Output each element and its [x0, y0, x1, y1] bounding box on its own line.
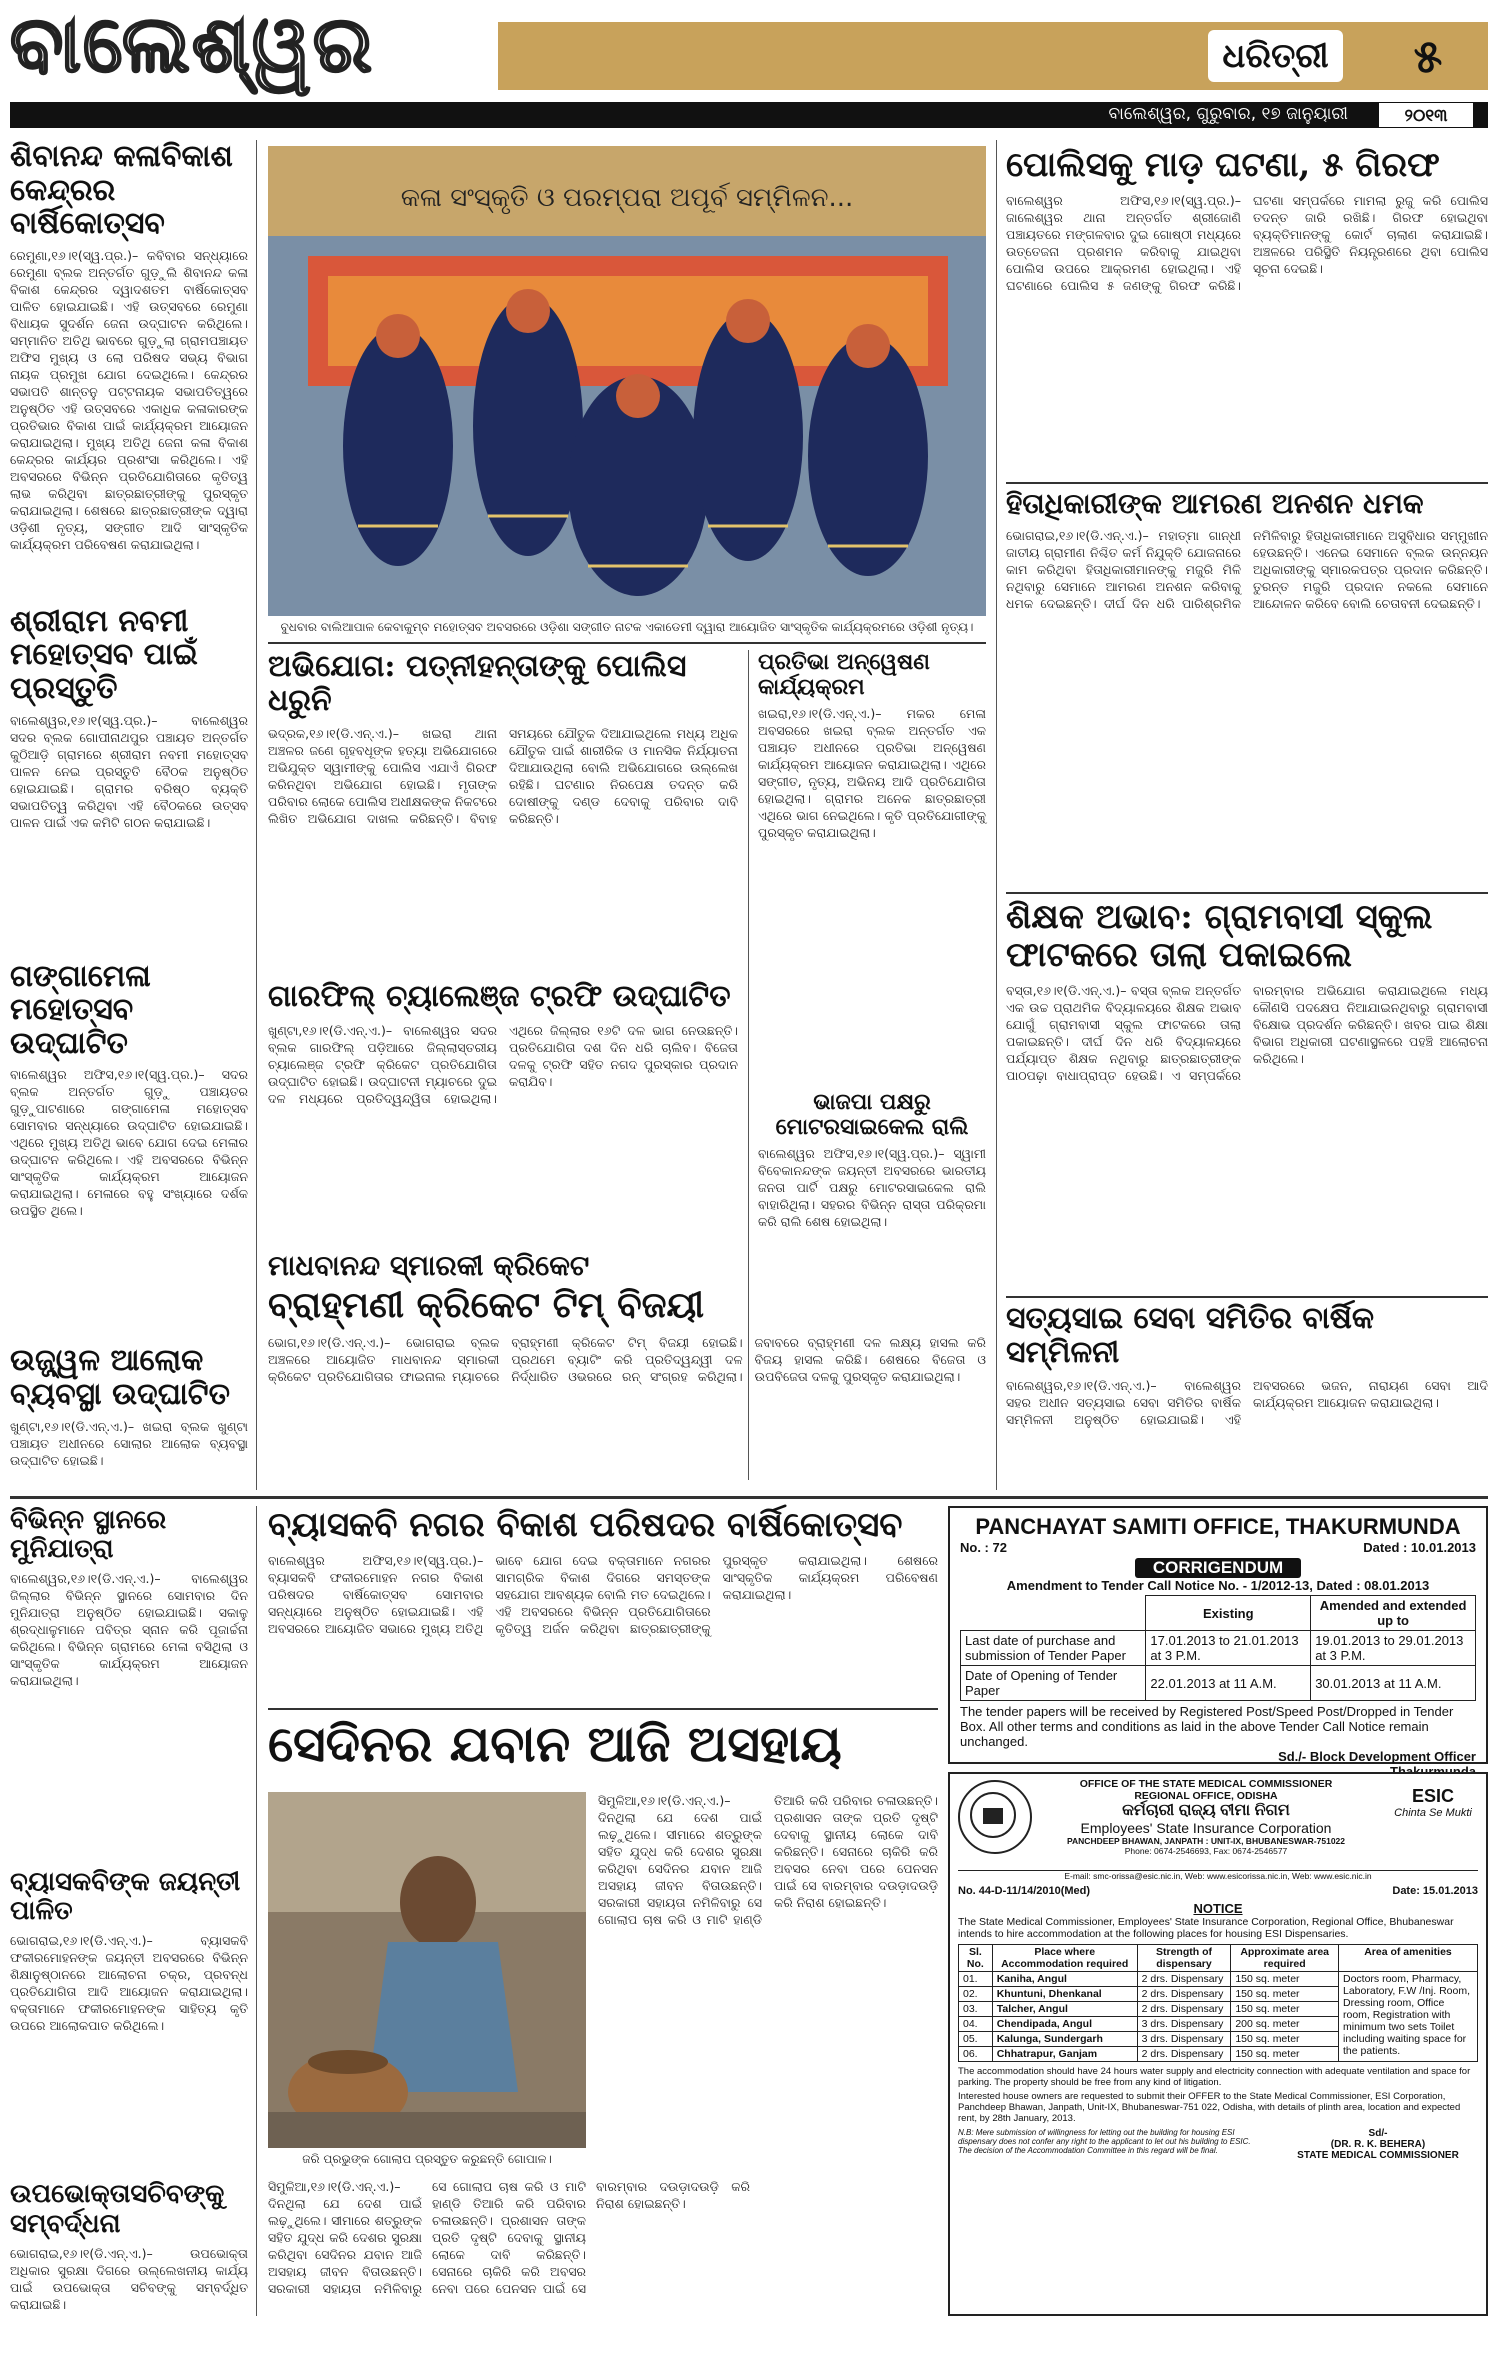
headline-bjp: ଭାଜପା ପକ୍ଷରୁ ମୋଟରସାଇକେଲ ରାଲି: [775, 1089, 969, 1140]
article-bjp: [758, 1090, 986, 1240]
esic-header-odia: କର୍ମଚାରୀ ରାଜ୍ୟ ବୀମା ନିଗମ: [1122, 1802, 1290, 1819]
body-sedinara-right: ସିମୁଳିଆ,୧୬।୧(ଡି.ଏନ୍‌.ଏ.)– ଦିନଥିଲା ଯେ ଦେଶ ପାଇଁ ଲଢ଼ୁଥିଲେ। ସୀମାରେ ଶତ୍ରୁଙ୍କ ସହିତ ଯୁଦ୍ଧ କରି ଦେଶର ସୁରକ୍ଷା କରିଥିବା ସେଦିନର ଯବାନ ଆଜି ଅସହାୟ ଜୀବନ ବିତାଉଛନ୍ତି। ସରକାରୀ ସହାୟତା ନମିଳିବାରୁ ସେ ଗୋଲାପ ଚାଷ କରି ଓ ମାଟି ହାଣ୍ଡି ତିଆରି କରି ପରିବାର ଚଳାଉଛନ୍ତି। ପ୍ରଶାସନ ତାଙ୍କ ପ୍ରତି ଦୃଷ୍ଟି ଦେବାକୁ ସ୍ଥାନୀୟ ଲୋକେ ଦାବି କରିଛନ୍ତି। ସେନାରେ ଚାକିରି କରି ଅବସର ନେବା ପରେ ପେନସନ ପାଇଁ ସେ ବାରମ୍ବାର ଦଉଡ଼ାଦଉଡ଼ି କରି ନିରାଶ ହୋଇଛନ୍ତି।: [598, 1793, 938, 1927]
dance-photo-image: [268, 146, 986, 616]
article-sedinara: [268, 1716, 938, 2316]
esic-cell-strength: 2 drs. Dispensary: [1137, 2002, 1231, 2017]
column-rule: [996, 140, 997, 1490]
table-row: [961, 1631, 1476, 1666]
esic-logo: ESIC: [1411, 1786, 1454, 1806]
headline-shivananda: ଶିବାନନ୍ଦ କଳାବିକାଶ କେନ୍ଦ୍ରର ବାର୍ଷିକୋତ୍ସବ: [10, 139, 233, 242]
headline-shikshak: ଶିକ୍ଷକ ଅଭାବ: ଗ୍ରାମବାସୀ ସ୍କୁଲ ଫାଟକରେ ତାଲା ପକାଇଲେ: [1006, 897, 1433, 976]
tender-col-existing: Existing: [1146, 1596, 1311, 1631]
masthead-title: ବାଲେଶ୍ୱର: [10, 0, 374, 90]
body-hitadhikari: ଭୋଗରାଇ,୧୬।୧(ଡି.ଏନ୍‌.ଏ.)– ମହାତ୍ମା ଗାନ୍ଧୀ ଜାତୀୟ ଗ୍ରାମୀଣ ନିଶ୍ଚିତ କର୍ମ ନିଯୁକ୍ତି ଯୋଜନାରେ କାମ କରିଥିବା ହିତାଧିକାରୀମାନଙ୍କୁ ମଜୁରି ମିଳି ନଥିବାରୁ ସେମାନେ ଆମରଣ ଅନଶନ କରିବାକୁ ଧମକ ଦେଇଛନ୍ତି। ଦୀର୍ଘ ଦିନ ଧରି ପାରିଶ୍ରମିକ ନମିଳିବାରୁ ହିତାଧିକାରୀମାନେ ଅସୁବିଧାର ସମ୍ମୁଖୀନ ହେଉଛନ୍ତି। ଏନେଇ ସେମାନେ ବ୍ଲକ ଉନ୍ନୟନ ଅଧିକାରୀଙ୍କୁ ସ୍ମାରକପତ୍ର ପ୍ରଦାନ କରିଛନ୍ତି। ତୁରନ୍ତ ମଜୁରି ପ୍ରଦାନ ନକଲେ ସେମାନେ ଆନ୍ଦୋଳନ କରିବେ ବୋଲି ଚେତାବନୀ ଦେଇଛନ୍ତି।: [1006, 528, 1488, 612]
tender-dated: Dated : 10.01.2013: [1363, 1540, 1476, 1555]
rule: [1006, 1296, 1488, 1298]
body-pratibha: ଖଇରା,୧୬।୧(ଡି.ଏନ୍‌.ଏ.)– ମକର ମେଳା ଅବସରରେ ଖଇରା ବ୍ଲକ ଅନ୍ତର୍ଗତ ଏକ ପଞ୍ଚାୟତ ଅଧୀନରେ ପ୍ରତିଭା ଅନ୍ୱେଷଣ କାର୍ଯ୍ୟକ୍ରମ ଆୟୋଜନ କରାଯାଇଥିଲା। ଏଥିରେ ସଙ୍ଗୀତ, ନୃତ୍ୟ, ଅଭିନୟ ଆଦି ପ୍ରତିଯୋଗିତା ହୋଇଥିଲା। ଗ୍ରାମର ଅନେକ ଛାତ୍ରଛାତ୍ରୀ ଏଥିରେ ଭାଗ ନେଇଥିଲେ। କୃତି ପ୍ରତିଯୋଗୀଙ୍କୁ ପୁରସ୍କୃତ କରାଯାଇଥିଲା।: [758, 706, 986, 841]
rule: [268, 1708, 938, 1710]
body-munijatra: ବାଲେଶ୍ୱର,୧୬।୧(ଡି.ଏନ୍‌.ଏ.)– ବାଲେଶ୍ୱର ଜିଲ୍ଲାର ବିଭିନ୍ନ ସ୍ଥାନରେ ସୋମବାର ଦିନ ମୁନିଯାତ୍ରା ଅନୁଷ୍ଠିତ ହୋଇଯାଇଛି। ସକାଳୁ ଶ୍ରଦ୍ଧାଳୁମାନେ ପବିତ୍ର ସ୍ନାନ କରି ପୂଜାର୍ଚ୍ଚନା କରିଥିଲେ। ବିଭିନ୍ନ ଗ୍ରାମରେ ମେଳା ବସିଥିଲା ଓ ସାଂସ୍କୃତିକ କାର୍ଯ୍ୟକ୍ରମ ଆୟୋଜନ କରାଯାଇଥିଲା।: [10, 1571, 248, 1689]
headline-pratibha: ପ୍ରତିଭା ଅନ୍ୱେଷଣ କାର୍ଯ୍ୟକ୍ରମ: [758, 649, 930, 700]
esic-cell-area: 150 sq. meter: [1231, 2047, 1339, 2062]
body-byasakabi-jayanti: ଭୋଗରାଇ,୧୬।୧(ଡି.ଏନ୍‌.ଏ.)– ବ୍ୟାସକବି ଫକୀରମୋହନଙ୍କ ଜୟନ୍ତୀ ଅବସରରେ ବିଭିନ୍ନ ଶିକ୍ଷାନୁଷ୍ଠାନରେ ଆଲୋଚନା ଚକ୍ର, ପ୍ରବନ୍ଧ ପ୍ରତିଯୋଗିତା ଆଦି ଆୟୋଜନ କରାଯାଇଥିଲା। ବକ୍ତାମାନେ ଫକୀରମୋହନଙ୍କ ସାହିତ୍ୟ କୃତି ଉପରେ ଆଲୋକପାତ କରିଥିଲେ।: [10, 1933, 248, 2034]
esic-col-header: Place where Accommodation required: [992, 1945, 1137, 1972]
headline-garfil: ଗାରଫିଲ୍ ଚ୍ୟାଲେଞ୍ଜ ଟ୍ରଫି ଉଦ୍‌ଘାଟିତ: [268, 979, 731, 1014]
esic-no: No. 44-D-11/14/2010(Med): [958, 1885, 1091, 1897]
tender-row-label: Date of Opening of Tender Paper: [961, 1666, 1146, 1701]
esic-sig2: (DR. R. K. BEHERA): [1330, 2139, 1426, 2150]
esic-cell-area: 150 sq. meter: [1231, 2032, 1339, 2047]
esic-logo-tag: Chinta Se Mukti: [1394, 1807, 1472, 1819]
dateline-year: ୨୦୧୩: [1378, 102, 1474, 128]
body-gangamela: ବାଲେଶ୍ୱର ଅଫିସ,୧୬।୧(ସ୍ୱ.ପ୍ର.)– ସଦର ବ୍ଲକ ଅନ୍ତର୍ଗତ ଗୁଡ଼ୁ ପଞ୍ଚାୟତର ଗୁଡ଼ୁପାଟଣାରେ ଗଙ୍ଗାମେଳା ମହୋତ୍ସବ ସୋମବାର ସନ୍ଧ୍ୟାରେ ଉଦ୍‌ଘାଟିତ ହୋଇଯାଇଛି। ଏଥିରେ ମୁଖ୍ୟ ଅତିଥି ଭାବେ ଯୋଗ ଦେଇ ମେଳାର ଉଦ୍‌ଘାଟନ କରିଥିଲେ। ଏହି ଅବସରରେ ବିଭିନ୍ନ ସାଂସ୍କୃତିକ କାର୍ଯ୍ୟକ୍ରମ ଆୟୋଜନ କରାଯାଇଥିଲା। ମେଳାରେ ବହୁ ସଂଖ୍ୟାରେ ଦର୍ଶକ ଉପସ୍ଥିତ ଥିଲେ।: [10, 1067, 248, 1219]
rule: [1006, 482, 1488, 484]
esic-cell-strength: 3 drs. Dispensary: [1137, 2017, 1231, 2032]
esic-date: Date: 15.01.2013: [1392, 1885, 1478, 1897]
esic-cell-place: Talcher, Angul: [992, 2002, 1137, 2017]
section-rule: [10, 1496, 1488, 1499]
headline-byasakabi-jayanti: ବ୍ୟାସକବିଙ୍କ ଜୟନ୍ତୀ ପାଳିତ: [10, 1867, 241, 1927]
esic-cell-sl: 06.: [959, 2047, 993, 2062]
esic-footer1: The accommodation should have 24 hours water supply and electricity connection with adequate ventilation and space for parking. The property should be free from any kind of litigation.: [958, 2066, 1471, 2088]
esic-cell-area: 150 sq. meter: [1231, 2002, 1339, 2017]
tender-ad: [948, 1506, 1488, 1764]
left-column: [10, 140, 248, 1490]
esic-cell-sl: 04.: [959, 2017, 993, 2032]
headline-byasakabi-nagar: ବ୍ୟାସକବି ନଗର ବିକାଶ ପରିଷଦର ବାର୍ଷିକୋତ୍ସବ: [268, 1505, 903, 1545]
esic-footer2: Interested house owners are requested to submit their OFFER to the State Medical Commissioner, ESI Corporation, Panchdeep Bhawan, Janpath, Unit-IX, Bhubaneswar-751 022, Odisha, with details of plinth area, location and expected rent, by 28th January, 2013.: [958, 2091, 1461, 2124]
esic-contact: Phone: 0674-2546693, Fax: 0674-2546577: [1124, 1846, 1288, 1856]
table-row: [961, 1666, 1476, 1701]
article-garfil: [268, 980, 738, 1240]
esic-ad: [948, 1772, 1488, 2316]
esic-nb: N.B: Mere submission of willingness for letting out the building for housing ESI dispensary does not confer any right to the applicant to let out his building to ESIC. The decision of the Accommodation Committee in this regard will be final.: [958, 2128, 1251, 2155]
esic-cell-area: 150 sq. meter: [1231, 1987, 1339, 2002]
article-pratibha: [758, 650, 986, 1080]
section-band: [498, 22, 1488, 90]
column-rule: [256, 1506, 257, 2316]
body-brahmani: ଭୋଗ,୧୬।୧(ଡି.ଏନ୍‌.ଏ.)– ଭୋଗରାଇ ବ୍ଲକ ଅଞ୍ଚଳରେ ଆୟୋଜିତ ମାଧବାନନ୍ଦ ସ୍ମାରକୀ କ୍ରିକେଟ ପ୍ରତିଯୋଗିତାର ଫାଇନାଲ ମ୍ୟାଚରେ ବ୍ରାହ୍ମଣୀ କ୍ରିକେଟ ଟିମ୍ ବିଜୟୀ ହୋଇଛି। ପ୍ରଥମେ ବ୍ୟାଟିଂ କରି ପ୍ରତିଦ୍ୱନ୍ଦ୍ୱୀ ଦଳ ନିର୍ଦ୍ଧାରିତ ଓଭରରେ ରନ୍ ସଂଗ୍ରହ କରିଥିଲା। ଜବାବରେ ବ୍ରାହ୍ମଣୀ ଦଳ ଲକ୍ଷ୍ୟ ହାସଲ କରି ବିଜୟ ହାସଲ କରିଛି। ଶେଷରେ ବିଜେତା ଓ ଉପବିଜେତା ଦଳକୁ ପୁରସ୍କୃତ କରାଯାଇଥିଲା।: [268, 1334, 986, 1384]
page-number: ୫: [1413, 29, 1443, 83]
tender-signature: Sd./- Block Development Officer: [1278, 1749, 1476, 1764]
headline-upabhokta: ଉପଭୋକ୍ତାସଚିବଙ୍କୁ ସମ୍ବର୍ଦ୍ଧନା: [10, 2179, 225, 2239]
body-shivananda: ରେମୁଣା,୧୬।୧(ସ୍ୱ.ପ୍ର.)– କବିବାର ସନ୍ଧ୍ୟାରେ ରେମୁଣା ବ୍ଲକ ଅନ୍ତର୍ଗତ ଗୁଡ଼ୁଲି ଶିବାନନ୍ଦ କଳା ବିକାଶ କେନ୍ଦ୍ରର ଦ୍ୱାଦଶତମ ବାର୍ଷିକୋତ୍ସବ ପାଳିତ ହୋଇଯାଇଛି। ଏହି ଉତ୍ସବରେ ରେମୁଣା ବିଧାୟକ ସୁଦର୍ଶନ ଜେନା ଉଦ୍‌ଘାଟନ କରିଥିଲେ। ସମ୍ମାନିତ ଅତିଥି ଭାବରେ ଗୁଡ଼ୁଲା ଗ୍ରାମପଞ୍ଚାୟତ ଅଫିସ ମୁଖ୍ୟ ଓ ଲୋ ପରିଷଦ ସଭ୍ୟ ବିଭାଗ ନାୟକ ପ୍ରମୁଖ ଯୋଗ ଦେଇଥିଲେ। କେନ୍ଦ୍ରର ସଭାପତି ଶାନ୍ତନୁ ପଟ୍ଟନାୟକ ସଭାପତିତ୍ୱରେ ଅନୁଷ୍ଠିତ ଏହି ଉତ୍ସବରେ ଏକାଧିକ କଳାକାରଙ୍କ ପ୍ରତିଭାର ବିକାଶ ପାଇଁ କାର୍ଯ୍ୟକ୍ରମ ଆୟୋଜନ କରାଯାଇଥିଲା। ମୁଖ୍ୟ ଅତିଥି ଜେନା କଳା ବିକାଶ କେନ୍ଦ୍ରର କାର୍ଯ୍ୟର ପ୍ରଶଂସା କରିଥିଲେ। ଏହି ଅବସରରେ ବିଭିନ୍ନ ପ୍ରତିଯୋଗିତାରେ କୃତିତ୍ୱ ଲାଭ କରିଥିବା ଛାତ୍ରଛାତ୍ରୀଙ୍କୁ ପୁରସ୍କୃତ କରାଯାଇଥିଲା। ଶେଷରେ ଛାତ୍ରଛାତ୍ରୀଙ୍କ ଦ୍ୱାରା ଓଡ଼ିଶୀ ନୃତ୍ୟ, ସଙ୍ଗୀତ ଆଦି ସାଂସ୍କୃତିକ କାର୍ଯ୍ୟକ୍ରମ ପରିବେଷଣ କରାଯାଇଥିଲା।: [10, 247, 248, 552]
tender-table: [960, 1595, 1476, 1701]
tender-row-existing: 22.01.2013 at 11 A.M.: [1146, 1666, 1311, 1701]
tender-row-label: Last date of purchase and submission of Tender Paper: [961, 1631, 1146, 1666]
esic-cell-area: 200 sq. meter: [1231, 2017, 1339, 2032]
headline-ujjwal: ଉଜ୍ଜ୍ୱଳ ଆଲୋକ ବ୍ୟବସ୍ଥା ଉଦ୍‌ଘାଟିତ: [10, 1343, 230, 1412]
bottom-left-column: [10, 1506, 248, 2316]
masthead: [10, 0, 490, 90]
body-sedinara-left: ସିମୁଳିଆ,୧୬।୧(ଡି.ଏନ୍‌.ଏ.)– ଦିନଥିଲା ଯେ ଦେଶ ପାଇଁ ଲଢ଼ୁଥିଲେ। ସୀମାରେ ଶତ୍ରୁଙ୍କ ସହିତ ଯୁଦ୍ଧ କରି ଦେଶର ସୁରକ୍ଷା କରିଥିବା ସେଦିନର ଯବାନ ଆଜି ଅସହାୟ ଜୀବନ ବିତାଉଛନ୍ତି। ସରକାରୀ ସହାୟତା ନମିଳିବାରୁ ସେ ଗୋଲାପ ଚାଷ କରି ଓ ମାଟି ହାଣ୍ଡି ତିଆରି କରି ପରିବାର ଚଳାଉଛନ୍ତି। ପ୍ରଶାସନ ତାଙ୍କ ପ୍ରତି ଦୃଷ୍ଟି ଦେବାକୁ ସ୍ଥାନୀୟ ଲୋକେ ଦାବି କରିଛନ୍ତି। ସେନାରେ ଚାକିରି କରି ଅବସର ନେବା ପରେ ପେନସନ ପାଇଁ ସେ ବାରମ୍ବାର ଦଉଡ଼ାଦଉଡ଼ି କରି ନିରାଶ ହୋଇଛନ୍ତି।: [268, 2179, 750, 2296]
headline-brahmani: ବ୍ରାହ୍ମଣୀ କ୍ରିକେଟ ଟିମ୍ ବିଜୟୀ: [268, 1284, 705, 1327]
esic-header2: REGIONAL OFFICE, ODISHA: [1134, 1790, 1278, 1802]
body-shikshak: ବସ୍ତା,୧୬।୧(ଡି.ଏନ୍‌.ଏ.)– ବସ୍ତା ବ୍ଲକ ଅନ୍ତର୍ଗତ ଏକ ଉଚ୍ଚ ପ୍ରାଥମିକ ବିଦ୍ୟାଳୟରେ ଶିକ୍ଷକ ଅଭାବ ଯୋଗୁଁ ଗ୍ରାମବାସୀ ସ୍କୁଲ ଫାଟକରେ ତାଲା ପକାଇଛନ୍ତି। ଦୀର୍ଘ ଦିନ ଧରି ବିଦ୍ୟାଳୟରେ ପର୍ଯ୍ୟାପ୍ତ ଶିକ୍ଷକ ନଥିବାରୁ ଛାତ୍ରଛାତ୍ରୀଙ୍କ ପାଠପଢ଼ା ବାଧାପ୍ରାପ୍ତ ହେଉଛି। ଏ ସମ୍ପର୍କରେ ବାରମ୍ବାର ଅଭିଯୋଗ କରାଯାଇଥିଲେ ମଧ୍ୟ କୌଣସି ପଦକ୍ଷେପ ନିଆଯାଇନଥିବାରୁ ଗ୍ରାମବାସୀ ବିକ୍ଷୋଭ ପ୍ରଦର୍ଶନ କରିଛନ୍ତି। ଖବର ପାଇ ଶିକ୍ଷା ବିଭାଗ ଅଧିକାରୀ ଘଟଣାସ୍ଥଳରେ ପହଞ୍ଚି ଆଲୋଚନା କରିଥିଲେ।: [1006, 983, 1488, 1084]
esic-header-en: Employees' State Insurance Corporation: [1080, 1820, 1332, 1836]
esic-table: [958, 1944, 1478, 2062]
headline-sriram: ଶ୍ରୀରାମ ନବମୀ ମହୋତ୍ସବ ପାଇଁ ପ୍ରସ୍ତୁତି: [10, 603, 198, 706]
esic-title: NOTICE: [1193, 1901, 1243, 1916]
headline-gangamela: ଗଙ୍ଗାମେଳା ମହୋତ୍ସବ ଉଦ୍‌ଘାଟିତ: [10, 958, 151, 1061]
esic-cell-place: Chendipada, Angul: [992, 2017, 1137, 2032]
body-satyasai: ବାଲେଶ୍ୱର,୧୬।୧(ଡି.ଏନ୍‌.ଏ.)– ବାଲେଶ୍ୱର ସହର ଅଧୀନ ସତ୍ୟସାଇ ସେବା ସମିତିର ବାର୍ଷିକ ସମ୍ମିଳନୀ ଅନୁଷ୍ଠିତ ହୋଇଯାଇଛି। ଏହି ଅବସରରେ ଭଜନ, ନାରାୟଣ ସେବା ଆଦି କାର୍ଯ୍ୟକ୍ରମ ଆୟୋଜନ କରାଯାଇଥିଲା।: [1006, 1378, 1488, 1428]
esic-email: E-mail: smc-orissa@esic.nic.in, Web: www.esicorissa.nic.in, Web: www.esic.nic.in: [1064, 1871, 1372, 1881]
esic-cell-place: Kalunga, Sundergarh: [992, 2032, 1137, 2047]
esic-cell-sl: 01.: [959, 1972, 993, 1987]
section-name: ଧରିତ୍ରୀ: [1208, 30, 1343, 82]
article-brahmani: [268, 1250, 986, 1490]
column-rule: [256, 140, 257, 1490]
esic-cell-place: Chhatrapur, Ganjam: [992, 2047, 1137, 2062]
body-garfil: ଖୁଣ୍ଟା,୧୬।୧(ଡି.ଏନ୍‌.ଏ.)– ବାଲେଶ୍ୱର ସଦର ବ୍ଲକ ଗାରଫିଲ୍ ପଡ଼ିଆରେ ଜିଲ୍ଲାସ୍ତରୀୟ ଚ୍ୟାଲେଞ୍ଜ ଟ୍ରଫି କ୍ରିକେଟ ପ୍ରତିଯୋଗିତା ଉଦ୍‌ଘାଟିତ ହୋଇଛି। ଉଦ୍‌ଘାଟନୀ ମ୍ୟାଚରେ ଦୁଇ ଦଳ ମଧ୍ୟରେ ପ୍ରତିଦ୍ୱନ୍ଦ୍ୱିତା ହୋଇଥିଲା। ଏଥିରେ ଜିଲ୍ଲାର ୧୬ଟି ଦଳ ଭାଗ ନେଉଛନ୍ତି। ପ୍ରତିଯୋଗିତା ଦଶ ଦିନ ଧରି ଚାଲିବ। ବିଜେତା ଦଳକୁ ଟ୍ରଫି ସହିତ ନଗଦ ପୁରସ୍କାର ପ୍ରଦାନ କରାଯିବ।: [268, 1022, 738, 1106]
esic-cell-sl: 02.: [959, 1987, 993, 2002]
esic-col-header: Strength of dispensary: [1137, 1945, 1231, 1972]
esic-emblem-icon: [958, 1780, 1032, 1854]
tender-row-amended: 19.01.2013 to 29.01.2013 at 3 P.M.: [1311, 1631, 1476, 1666]
esic-emblem-image: [960, 1782, 1026, 1848]
tender-col-amended: Amended and extended up to: [1311, 1596, 1476, 1631]
soldier-photo-caption: ଜରି ପ୍ରଭୁଙ୍କ ଗୋଲାପ ପ୍ରସ୍ତୁତ କରୁଛନ୍ତି ଗୋପାଳ।: [302, 2152, 552, 2166]
body-byasakabi-nagar: ବାଲେଶ୍ୱର ଅଫିସ,୧୬।୧(ସ୍ୱ.ପ୍ର.)– ବ୍ୟାସକବି ଫକୀରମୋହନ ନଗର ବିକାଶ ପରିଷଦର ବାର୍ଷିକୋତ୍ସବ ସୋମବାର ସନ୍ଧ୍ୟାରେ ଅନୁଷ୍ଠିତ ହୋଇଯାଇଛି। ଏହି ଅବସରରେ ଆୟୋଜିତ ସଭାରେ ମୁଖ୍ୟ ଅତିଥି ଭାବେ ଯୋଗ ଦେଇ ବକ୍ତାମାନେ ନଗରର ସାମଗ୍ରିକ ବିକାଶ ଦିଗରେ ସମସ୍ତଙ୍କ ସହଯୋଗ ଆବଶ୍ୟକ ବୋଲି ମତ ଦେଇଥିଲେ। ଏହି ଅବସରରେ ବିଭିନ୍ନ ପ୍ରତିଯୋଗିତାରେ କୃତିତ୍ୱ ଅର୍ଜନ କରିଥିବା ଛାତ୍ରଛାତ୍ରୀଙ୍କୁ ପୁରସ୍କୃତ କରାଯାଇଥିଲା। ଶେଷରେ ସାଂସ୍କୃତିକ କାର୍ଯ୍ୟକ୍ରମ ପରିବେଷଣ କରାଯାଇଥିଲା।: [268, 1553, 938, 1637]
body-ujjwal: ଖୁଣ୍ଟା,୧୬।୧(ଡି.ଏନ୍‌.ଏ.)– ଖଇରା ବ୍ଲକ ଖୁଣ୍ଟା ପଞ୍ଚାୟତ ଅଧୀନରେ ସୋଲାର ଆଲୋକ ବ୍ୟବସ୍ଥା ଉଦ୍‌ଘାଟିତ ହୋଇଛି।: [10, 1418, 248, 1468]
esic-cell-area: 150 sq. meter: [1231, 1972, 1339, 1987]
tender-office: PANCHAYAT SAMITI OFFICE, THAKURMUNDA: [975, 1514, 1461, 1539]
esic-col-header: Area of amenities: [1339, 1945, 1478, 1972]
esic-intro: The State Medical Commissioner, Employees' State Insurance Corporation, Regional Office, Bhubaneswar intends to hire accommodation at the following places for housing ESI Dispensaries.: [958, 1916, 1454, 1940]
article-shikshak: [1006, 898, 1488, 1288]
headline-satyasai: ସତ୍ୟସାଇ ସେବା ସମିତିର ବାର୍ଷିକ ସମ୍ମିଳନୀ: [1006, 1301, 1375, 1370]
dance-photo: [268, 146, 986, 616]
article-hitadhikari: [1006, 488, 1488, 888]
dateline-date: ବାଲେଶ୍ୱର, ଗୁରୁବାର, ୧୭ ଜାନୁୟାରୀ: [1108, 104, 1348, 124]
body-bjp: ବାଲେଶ୍ୱର ଅଫିସ,୧୬।୧(ସ୍ୱ.ପ୍ର.)– ସ୍ୱାମୀ ବିବେକାନନ୍ଦଙ୍କ ଜୟନ୍ତୀ ଅବସରରେ ଭାରତୀୟ ଜନତା ପାର୍ଟି ପକ୍ଷରୁ ମୋଟରସାଇକେଲ ରାଲି ବାହାରିଥିଲା। ସହରର ବିଭିନ୍ନ ରାସ୍ତା ପରିକ୍ରମା କରି ରାଲି ଶେଷ ହୋଇଥିଲା।: [758, 1146, 986, 1230]
rule: [1006, 892, 1488, 894]
esic-cell-place: Khuntuni, Dhenkanal: [992, 1987, 1137, 2002]
esic-sig3: STATE MEDICAL COMMISSIONER: [1297, 2150, 1459, 2161]
article-abhijog: [268, 650, 738, 970]
headline-madhabananda: ମାଧବାନନ୍ଦ ସ୍ମାରକୀ କ୍ରିକେଟ: [268, 1249, 590, 1282]
esic-cell-strength: 2 drs. Dispensary: [1137, 1972, 1231, 1987]
dateline-bar: [10, 102, 1488, 128]
esic-address: PANCHDEEP BHAWAN, JANPATH : UNIT-IX, BHUBANESWAR-751022: [1066, 1836, 1346, 1846]
esic-cell-strength: 2 drs. Dispensary: [1137, 1987, 1231, 2002]
esic-sig1: Sd/-: [1368, 2128, 1388, 2139]
tender-title: CORRIGENDUM: [1135, 1558, 1301, 1578]
article-police: [1006, 146, 1488, 476]
article-byasakabi-nagar: [268, 1506, 938, 1702]
body-police: ବାଲେଶ୍ୱର ଅଫିସ,୧୬।୧(ସ୍ୱ.ପ୍ର.)– ଜାଲେଶ୍ୱର ଥାନା ଅନ୍ତର୍ଗତ ଶ୍ରୀଜୋଣି ପଞ୍ଚାୟତରେ ମଙ୍ଗଳବାର ଦୁଇ ଗୋଷ୍ଠୀ ମଧ୍ୟରେ ଉତ୍ତେଜନା ପ୍ରଶମନ କରିବାକୁ ଯାଇଥିବା ପୋଲିସ ଉପରେ ଆକ୍ରମଣ ହୋଇଥିଲା। ଏହି ଘଟଣାରେ ପୋଲିସ ୫ ଜଣଙ୍କୁ ଗିରଫ କରିଛି। ଘଟଣା ସମ୍ପର୍କରେ ମାମଲା ରୁଜୁ କରି ପୋଲିସ ତଦନ୍ତ ଜାରି ରଖିଛି। ଗିରଫ ହୋଇଥିବା ବ୍ୟକ୍ତିମାନଙ୍କୁ କୋର୍ଟ ଚାଲାଣ କରାଯାଇଛି। ଅଞ୍ଚଳରେ ପରିସ୍ଥିତି ନିୟନ୍ତ୍ରଣରେ ଥିବା ପୋଲିସ ସୂଚନା ଦେଇଛି।: [1006, 193, 1488, 294]
table-row: [959, 1972, 1478, 1987]
headline-munijatra: ବିଭିନ୍ନ ସ୍ଥାନରେ ମୁନିଯାତ୍ରା: [10, 1505, 167, 1565]
headline-abhijog: ଅଭିଯୋଗ: ପତ୍ନୀହନ୍ତାଙ୍କୁ ପୋଲିସ ଧରୁନି: [268, 649, 687, 718]
esic-cell-place: Kaniha, Angul: [992, 1972, 1137, 1987]
body-upabhokta: ଭୋଗରାଇ,୧୬।୧(ଡି.ଏନ୍‌.ଏ.)– ଉପଭୋକ୍ତା ଅଧିକାର ସୁରକ୍ଷା ଦିଗରେ ଉଲ୍ଲେଖନୀୟ କାର୍ଯ୍ୟ ପାଇଁ ଉପଭୋକ୍ତା ସଚିବଙ୍କୁ ସମ୍ବର୍ଦ୍ଧିତ କରାଯାଇଛି।: [10, 2245, 248, 2312]
soldier-photo: [268, 1792, 586, 2148]
headline-police: ପୋଲିସକୁ ମାଡ଼ ଘଟଣା, ୫ ଗିରଫ: [1006, 145, 1440, 185]
tender-row-amended: 30.01.2013 at 11 A.M.: [1311, 1666, 1476, 1701]
rule: [268, 642, 986, 644]
esic-col-header: Approximate area required: [1231, 1945, 1339, 1972]
body-abhijog: ଭଦ୍ରକ,୧୬।୧(ଡି.ଏନ୍‌.ଏ.)– ଖଇରା ଥାନା ଅଞ୍ଚଳର ଜଣେ ଗୃହବଧୂଙ୍କ ହତ୍ୟା ଅଭିଯୋଗରେ ଅଭିଯୁକ୍ତ ସ୍ୱାମୀଙ୍କୁ ପୋଲିସ ଏଯାଏଁ ଗିରଫ କରିନଥିବା ଅଭିଯୋଗ ହୋଇଛି। ମୃତାଙ୍କ ପରିବାର ଲୋକେ ପୋଲିସ ଅଧୀକ୍ଷକଙ୍କ ନିକଟରେ ଲିଖିତ ଅଭିଯୋଗ ଦାଖଲ କରିଛନ୍ତି। ବିବାହ ସମୟରେ ଯୌତୁକ ଦିଆଯାଇଥିଲେ ମଧ୍ୟ ଅଧିକ ଯୌତୁକ ପାଇଁ ଶାରୀରିକ ଓ ମାନସିକ ନିର୍ଯ୍ୟାତନା ଦିଆଯାଉଥିଲା ବୋଲି ଅଭିଯୋଗରେ ଉଲ୍ଲେଖ ରହିଛି। ଘଟଣାର ନିରପେକ୍ଷ ତଦନ୍ତ କରି ଦୋଷୀଙ୍କୁ ଦଣ୍ଡ ଦେବାକୁ ପରିବାର ଦାବି କରିଛନ୍ତି।: [268, 726, 738, 827]
soldier-photo-image: [268, 1792, 586, 2148]
esic-cell-sl: 03.: [959, 2002, 993, 2017]
esic-cell-strength: 3 drs. Dispensary: [1137, 2032, 1231, 2047]
headline-hitadhikari: ହିତାଧିକାରୀଙ୍କ ଆମରଣ ଅନଶନ ଧମକ: [1006, 487, 1424, 520]
article-satyasai: [1006, 1302, 1488, 1490]
banner-text: କଳା ସଂସ୍କୃତି ଓ ପରମ୍ପରା ଅପୂର୍ବ ସମ୍ମିଳନ...: [400, 183, 854, 213]
tender-subtitle: Amendment to Tender Call Notice No. - 1/2012-13, Dated : 08.01.2013: [1006, 1578, 1430, 1593]
body-sriram: ବାଲେଶ୍ୱର,୧୬।୧(ସ୍ୱ.ପ୍ର.)– ବାଲେଶ୍ୱର ସଦର ବ୍ଲକ ଗୋପୀନାଥପୁର ପଞ୍ଚାୟତ ଅନ୍ତର୍ଗତ କୁଠିଆଡ଼ି ଗ୍ରାମରେ ଶ୍ରୀରାମ ନବମୀ ମହୋତ୍ସବ ପାଳନ ନେଇ ପ୍ରସ୍ତୁତି ବୈଠକ ଅନୁଷ୍ଠିତ ହୋଇଯାଇଛି। ଗ୍ରାମର ବରିଷ୍ଠ ବ୍ୟକ୍ତି ସଭାପତିତ୍ୱ କରିଥିବା ଏହି ବୈଠକରେ ଉତ୍ସବ ପାଳନ ପାଇଁ ଏକ କମିଟି ଗଠନ କରାଯାଇଛି।: [10, 712, 248, 830]
headline-sedinara: ସେଦିନର ଯବାନ ଆଜି ଅସହାୟ: [268, 1714, 842, 1773]
tender-note: The tender papers will be received by Registered Post/Speed Post/Dropped in Tender Box. All other terms and conditions as laid in the above Tender Call Notice remain unchanged.: [960, 1704, 1454, 1749]
esic-header1: OFFICE OF THE STATE MEDICAL COMMISSIONER: [1079, 1778, 1333, 1790]
esic-cell-amenities: Doctors room, Pharmacy, Laboratory, F.W /Inj. Room, Dressing room, Office room, Registration with minimum two sets Toilet including waiting space for the patients.: [1339, 1972, 1478, 2062]
esic-cell-sl: 05.: [959, 2032, 993, 2047]
tender-row-existing: 17.01.2013 to 21.01.2013 at 3 P.M.: [1146, 1631, 1311, 1666]
tender-no: No. : 72: [960, 1540, 1007, 1555]
esic-cell-strength: 2 drs. Dispensary: [1137, 2047, 1231, 2062]
esic-col-header: Sl. No.: [959, 1945, 993, 1972]
dance-photo-caption: ବୁଧବାର ବାଲିଆପାଳ କେବାକୁମ୍ବ ମହୋତ୍ସବ ଅବସରରେ ଓଡ଼ିଶା ସଙ୍ଗୀତ ନାଟକ ଏକାଡେମୀ ଦ୍ୱାରା ଆୟୋଜିତ ସାଂସ୍କୃତିକ କାର୍ଯ୍ୟକ୍ରମରେ ଓଡ଼ିଶୀ ନୃତ୍ୟ।: [280, 620, 974, 634]
